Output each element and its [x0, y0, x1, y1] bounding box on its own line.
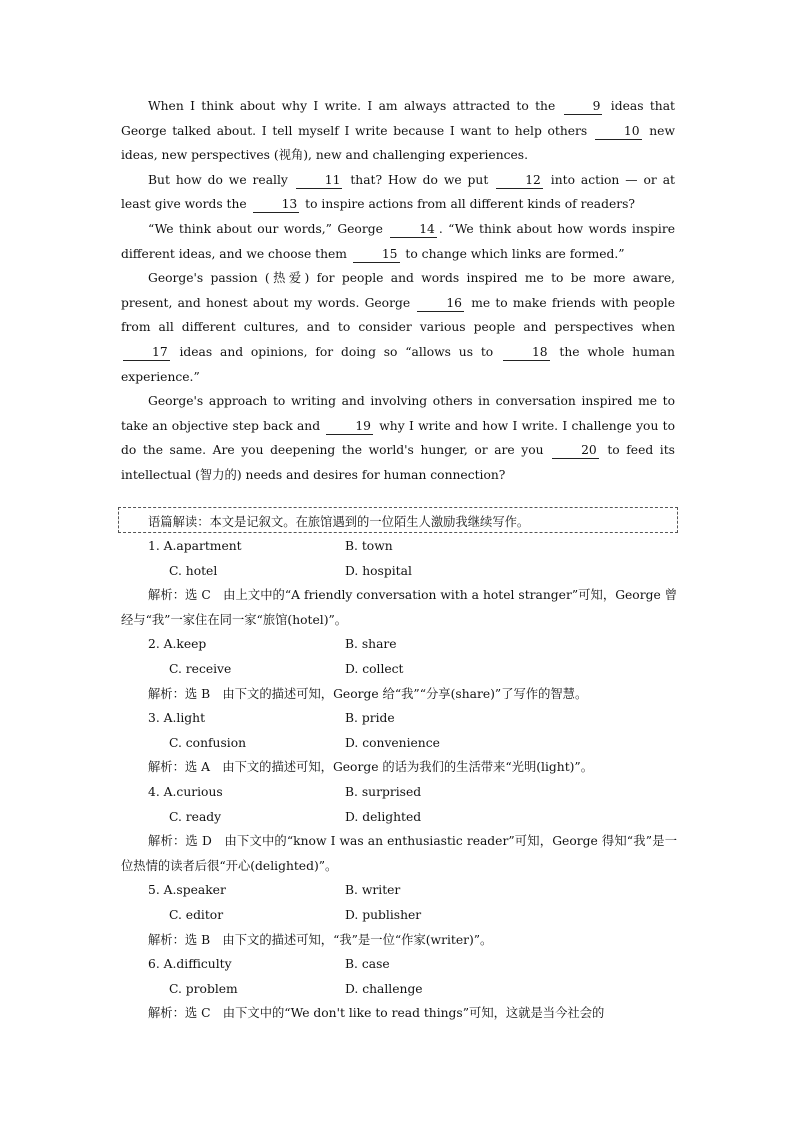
paragraph-3: [121, 217, 675, 266]
text: “We think about our words,” George: [148, 221, 389, 236]
text: . “We think about how words inspire different ideas, and we choose them: [121, 221, 676, 261]
option-a: 4. A.curious: [148, 784, 223, 799]
blank-9: 9: [564, 99, 603, 115]
discourse-note: 语篇解读：本文是记叙文。在旅馆遇到的一位陌生人激励我继续写作。: [148, 515, 530, 529]
option-b: B. surprised: [345, 784, 422, 799]
option-a: 5. A.speaker: [148, 883, 226, 898]
blank-18: 18: [503, 345, 550, 361]
question-5: [121, 878, 677, 952]
paragraph-2: [121, 168, 675, 217]
option-d: D. publisher: [345, 907, 422, 922]
question-3: [121, 706, 677, 780]
option-b: B. town: [345, 539, 393, 553]
option-b: B. case: [345, 957, 390, 972]
blank-17: 17: [123, 345, 170, 361]
explanation: 解析：选 B 由下文的描述可知，George 给“我”“分享(share)”了写作的智慧。: [148, 686, 588, 701]
explanation: 解析：选 C 由上文中的“A friendly conversation with a hotel stranger”可知，George 曾经与“我”一家住在同一家“旅馆(hotel)”。: [121, 588, 677, 627]
paragraph-1: [121, 94, 675, 168]
option-c: C. confusion: [169, 735, 247, 750]
text: to feed its intellectual (智力的) needs and desires for human connection?: [121, 443, 675, 482]
question-1: [121, 534, 677, 632]
paragraph-5: [121, 389, 675, 487]
text: that? How do we put: [344, 172, 495, 187]
explanation: 解析：选 D 由下文中的“know I was an enthusiastic reader”可知，George 得知“我”是一位热情的读者后很“开心(delighted)”。: [121, 834, 677, 873]
text: into action — or at least give words the: [121, 172, 675, 212]
blank-11: 11: [296, 173, 343, 189]
text: ideas that George talked about. I tell myself I write because I want to help others: [121, 99, 675, 138]
answers-section: [121, 534, 677, 1026]
option-c: C. receive: [169, 661, 232, 676]
blank-10: 10: [595, 124, 642, 140]
question-4: [121, 780, 677, 878]
option-d: D. delighted: [345, 809, 422, 824]
text: When I think about why I write. I am always attracted to the: [148, 99, 562, 113]
option-a: 1. A.apartment: [148, 539, 242, 553]
option-d: D. collect: [345, 661, 404, 676]
text: to inspire actions from all different kinds of readers?: [301, 197, 636, 212]
option-b: B. share: [345, 637, 397, 652]
option-d: D. challenge: [345, 981, 423, 996]
text: me to make friends with people from all different cultures, and to consider various people and perspectives when: [121, 295, 675, 335]
reading-passage: [121, 94, 675, 488]
blank-19: 19: [326, 419, 373, 435]
option-c: C. hotel: [169, 563, 218, 578]
blank-20: 20: [552, 443, 599, 459]
text: George's approach to writing and involving others in conversation inspired me to take an objective step back and: [121, 394, 675, 433]
option-c: C. problem: [169, 981, 238, 996]
option-c: C. ready: [169, 809, 222, 824]
text: the whole human experience.”: [121, 344, 675, 384]
paragraph-4: [121, 266, 675, 389]
text: new ideas, new perspectives (视角), new and challenging experiences.: [121, 123, 675, 163]
option-d: D. convenience: [345, 735, 440, 750]
option-c: C. editor: [169, 907, 224, 922]
explanation: 解析：选 A 由下文的描述可知，George 的话为我们的生活带来“光明(light)”。: [148, 760, 594, 775]
text: George's passion (热爱) for people and words inspired me to be more aware, present, and honest about my words. George: [121, 271, 675, 310]
option-a: 2. A.keep: [148, 637, 207, 652]
blank-12: 12: [496, 173, 543, 189]
explanation: 解析：选 B 由下文的描述可知，“我”是一位“作家(writer)”。: [148, 932, 493, 947]
text: to change which links are formed.”: [401, 246, 625, 261]
option-a: 6. A.difficulty: [148, 957, 232, 972]
option-d: D. hospital: [345, 563, 412, 578]
blank-16: 16: [417, 296, 464, 312]
blank-15: 15: [353, 247, 400, 263]
option-a: 3. A.light: [148, 711, 206, 726]
question-2: [121, 632, 677, 706]
text: why I write and how I write. I challenge you to do the same. Are you deepening the world's hunger, or are you: [121, 418, 675, 458]
option-b: B. pride: [345, 711, 395, 726]
blank-13: 13: [253, 197, 300, 213]
option-b: B. writer: [345, 883, 401, 898]
text: But how do we really: [148, 172, 294, 187]
explanation: 解析：选 C 由下文中的“We don't like to read things”可知，这就是当今社会的: [148, 1006, 605, 1021]
blank-14: 14: [390, 222, 437, 238]
text: ideas and opinions, for doing so “allows us to: [171, 344, 501, 359]
question-6: [121, 952, 677, 1026]
